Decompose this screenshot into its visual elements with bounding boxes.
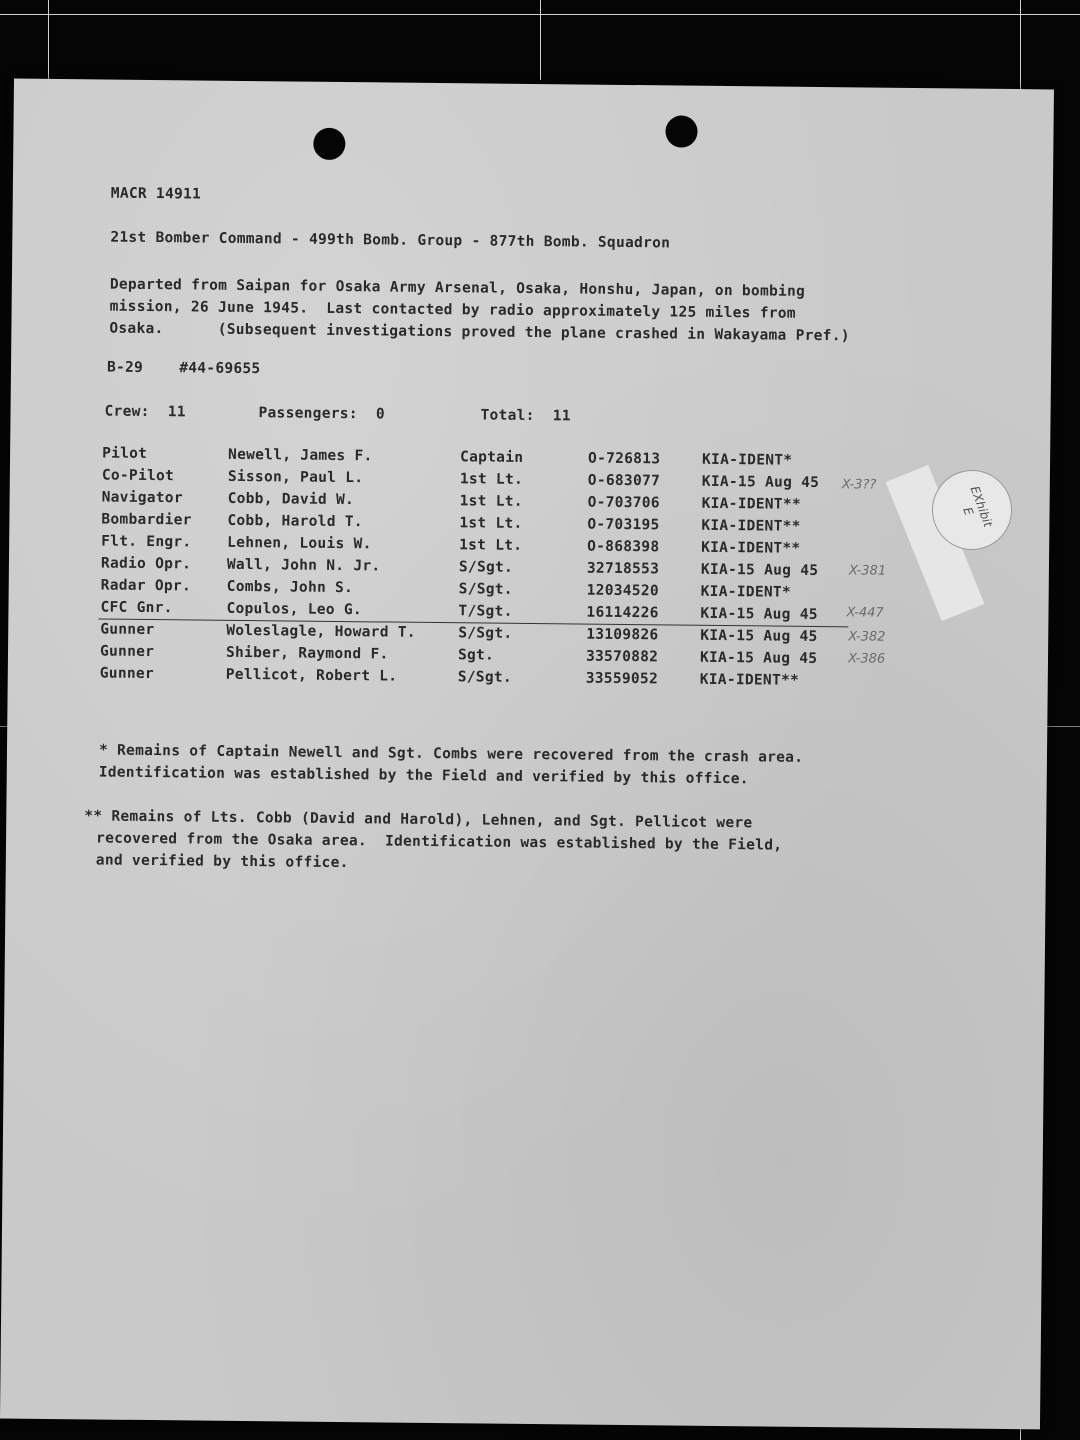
crew-row: Radar Opr. Combs, John S. S/Sgt. 12034520 KIA-IDENT* bbox=[100, 577, 792, 601]
handwritten-note-sisson: X-3?? bbox=[841, 477, 877, 493]
crew-row: CFC Gnr. Copulos, Leo G. T/Sgt. 16114226 KIA-15 Aug 45 bbox=[100, 599, 818, 624]
crew-row: Navigator Cobb, David W. 1st Lt. O-703706 KIA-IDENT** bbox=[101, 489, 802, 513]
crew-row: Gunner Shiber, Raymond F. Sgt. 33570882 KIA-15 Aug 45 bbox=[99, 643, 818, 667]
footnote-1-line-1: * Remains of Captain Newell and Sgt. Combs were recovered from the crash area. bbox=[98, 742, 804, 766]
passenger-count: Passengers: 0 bbox=[258, 405, 386, 423]
exhibit-label: EXhibit E bbox=[960, 484, 996, 529]
footnote-2-line-3: and verified by this office. bbox=[95, 852, 349, 872]
handwritten-note-woleslagle: X-382 bbox=[848, 629, 886, 645]
footnote-2-line-2: recovered from the Osaka area. Identification was established by the Field, bbox=[95, 830, 783, 854]
crew-count: Crew: 11 bbox=[104, 403, 186, 421]
frame-line-left-v bbox=[48, 0, 49, 80]
footnote-1-line-2: Identification was established by the Field and verified by this office. bbox=[98, 764, 749, 788]
handwritten-note-copulos: X-447 bbox=[846, 605, 884, 621]
mission-line-2: mission, 26 June 1945. Last contacted by radio approximately 125 miles from bbox=[109, 298, 796, 322]
macr-number: MACR 14911 bbox=[110, 185, 202, 203]
handwritten-note-shiber: X-386 bbox=[847, 651, 886, 667]
aircraft-line: B-29 #44-69655 bbox=[106, 359, 261, 378]
total-count: Total: 11 bbox=[480, 407, 571, 425]
footnote-2-line-1: ** Remains of Lts. Cobb (David and Harold), Lehnen, and Sgt. Pellicot were bbox=[84, 808, 753, 832]
frame-line-cross-v bbox=[540, 0, 541, 80]
unit-line: 21st Bomber Command - 499th Bomb. Group - 877th Bomb. Squadron bbox=[110, 229, 671, 252]
punch-hole-right bbox=[665, 115, 697, 147]
crew-row: Pilot Newell, James F. Captain O-726813 KIA-IDENT* bbox=[102, 445, 793, 469]
crew-row: Radio Opr. Wall, John N. Jr. S/Sgt. 32718553 KIA-15 Aug 45 bbox=[100, 555, 819, 580]
crew-row: Gunner Pellicot, Robert L. S/Sgt. 33559052 KIA-IDENT** bbox=[99, 665, 800, 689]
mission-line-3: Osaka. (Subsequent investigations proved the plane crashed in Wakayama Pref.) bbox=[109, 320, 850, 345]
punch-hole-left bbox=[313, 128, 345, 160]
document-page bbox=[0, 79, 1054, 1430]
crew-row: Flt. Engr. Lehnen, Louis W. 1st Lt. O-868398 KIA-IDENT** bbox=[101, 533, 801, 557]
crew-row: Bombardier Cobb, Harold T. 1st Lt. O-703195 KIA-IDENT** bbox=[101, 511, 801, 535]
mission-line-1: Departed from Saipan for Osaka Army Arsenal, Osaka, Honshu, Japan, on bombing bbox=[109, 276, 806, 300]
crew-row: Co-Pilot Sisson, Paul L. 1st Lt. O-683077 KIA-15 Aug 45 bbox=[101, 467, 820, 492]
handwritten-note-wall: X-381 bbox=[848, 563, 887, 579]
crew-row: Gunner Woleslagle, Howard T. S/Sgt. 13109826 KIA-15 Aug 45 bbox=[100, 621, 818, 645]
